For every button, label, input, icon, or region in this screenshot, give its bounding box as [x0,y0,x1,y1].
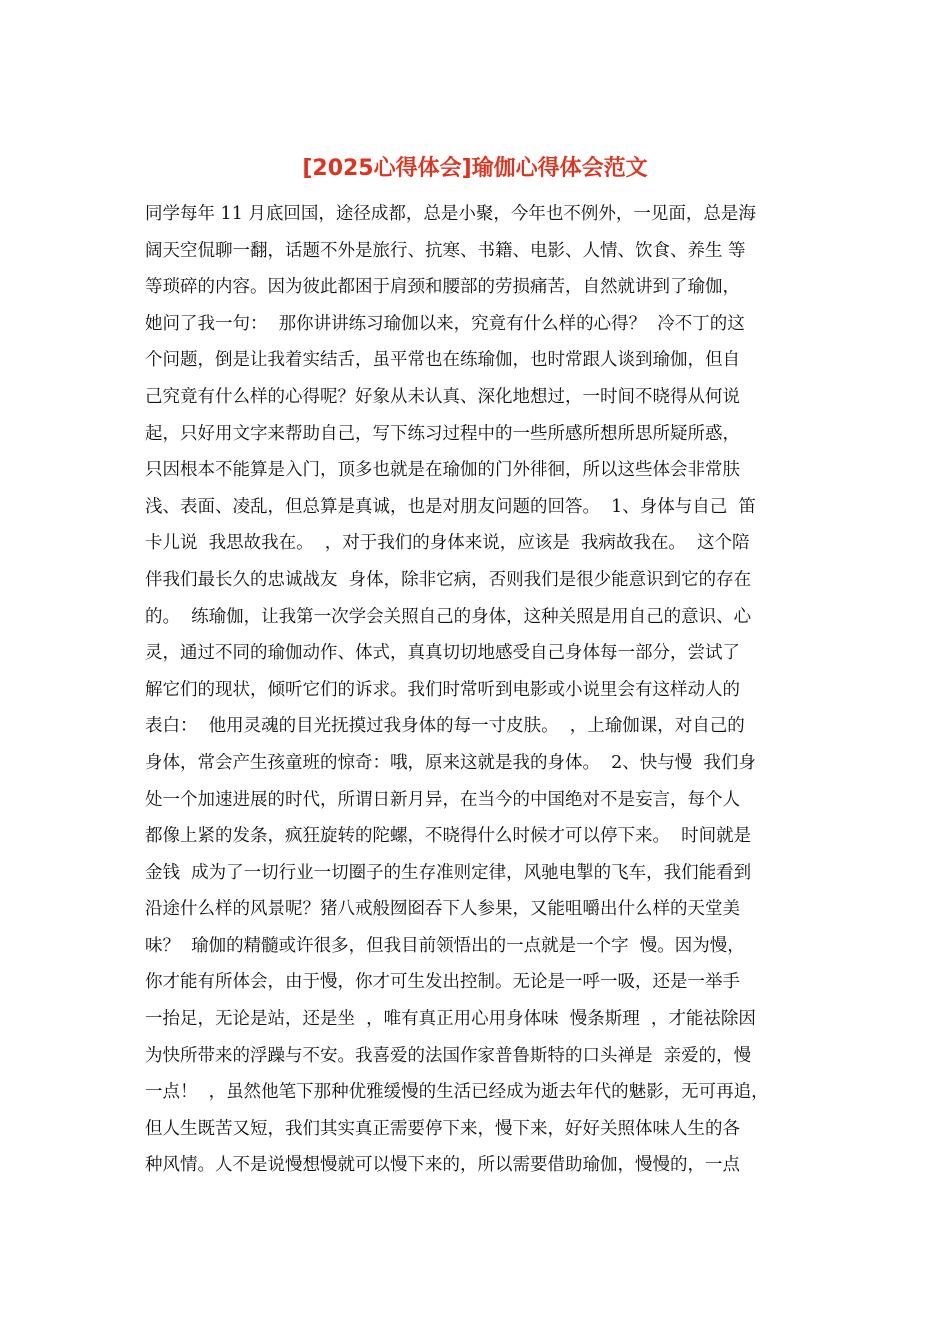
body-line: 的。 练瑜伽，让我第一次学会关照自己的身体，这种关照是用自己的意识、心 [145,606,752,627]
body-line: 卡儿说 我思故我在。 ，对于我们的身体来说，应该是 我病故我在。 这个陪 [145,533,750,554]
body-line: 一抬足，无论是站，还是坐 ，唯有真正用心用身体味 慢条斯理 ，才能祛除因 [145,1009,756,1030]
body-line: 她问了我一句： 那你讲讲练习瑜伽以来，究竟有什么样的心得？ 冷不丁的这 [145,313,745,334]
body-line: 身体，常会产生孩童班的惊奇：哦，原来这就是我的身体。 2、快与慢 我们身 [145,752,756,773]
body-line: 解它们的现状，倾听它们的诉求。我们时常听到电影或小说里会有这样动人的 [145,679,740,700]
body-line: 等琐碎的内容。因为彼此都困于肩颈和腰部的劳损痛苦，自然就讲到了瑜伽， [145,277,740,298]
body-line: 只因根本不能算是入门，顶多也就是在瑜伽的门外徘徊，所以这些体会非常肤 [145,460,740,481]
body-line: 但人生既苦又短，我们其实真正需要停下来，慢下来，好好关照体味人生的各 [145,1118,740,1139]
body-line: 你才能有所体会，由于慢，你才可生发出控制。无论是一呼一吸，还是一举手 [145,972,740,993]
document-title: [2025心得体会]瑜伽心得体会范文 [302,156,648,181]
body-line: 处一个加速进展的时代，所谓日新月异，在当今的中国绝对不是妄言，每个人 [145,789,740,810]
body-line: 为快所带来的浮躁与不安。我喜爱的法国作家普鲁斯特的口头禅是 亲爱的，慢 [145,1045,752,1066]
body-line: 沿途什么样的风景呢？猪八戒般囫囵吞下人参果，又能咀嚼出什么样的天堂美 [145,899,740,920]
body-line: 阔天空侃聊一翻，话题不外是旅行、抗寒、书籍、电影、人情、饮食、养生 等 [145,240,746,261]
body-line: 个问题，倒是让我着实结舌，虽平常也在练瑜伽，也时常跟人谈到瑜伽，但自 [145,350,740,371]
document-body [145,196,815,1184]
body-line: 味？ 瑜伽的精髓或许很多，但我目前领悟出的一点就是一个字 慢。因为慢， [145,935,745,956]
body-line: 浅、表面、凌乱，但总算是真诚，也是对朋友问题的回答。 1、身体与自己 笛 [145,496,756,517]
body-line: 金钱 成为了一切行业一切圈子的生存准则定律，风驰电掣的飞车，我们能看到 [145,862,752,883]
body-line: 表白： 他用灵魂的目光抚摸过我身体的每一寸皮肤。 ，上瑜伽课，对自己的 [145,716,745,737]
body-line: 伴我们最长久的忠诚战友 身体，除非它病，否则我们是很少能意识到它的存在 [145,569,752,590]
body-line: 起，只好用文字来帮助自己，写下练习过程中的一些所感所想所思所疑所惑， [145,423,740,444]
body-line: 种风情。人不是说慢想慢就可以慢下来的，所以需要借助瑜伽，慢慢的，一点 [145,1155,740,1176]
body-line: 己究竟有什么样的心得呢？好象从未认真、深化地想过，一时间不晓得从何说 [145,386,740,407]
body-line: 同学每年 11 月底回国，途径成都，总是小聚，今年也不例外，一见面，总是海 [145,204,756,224]
body-line: 都像上紧的发条，疯狂旋转的陀螺，不晓得什么时候才可以停下来。 时间就是 [145,826,752,847]
body-line: 灵，通过不同的瑜伽动作、体式，真真切切地感受自己身体每一部分，尝试了 [145,643,740,664]
body-line: 一点！ ，虽然他笔下那种优雅缓慢的生活已经成为逝去年代的魅影，无可再追， [145,1082,769,1103]
